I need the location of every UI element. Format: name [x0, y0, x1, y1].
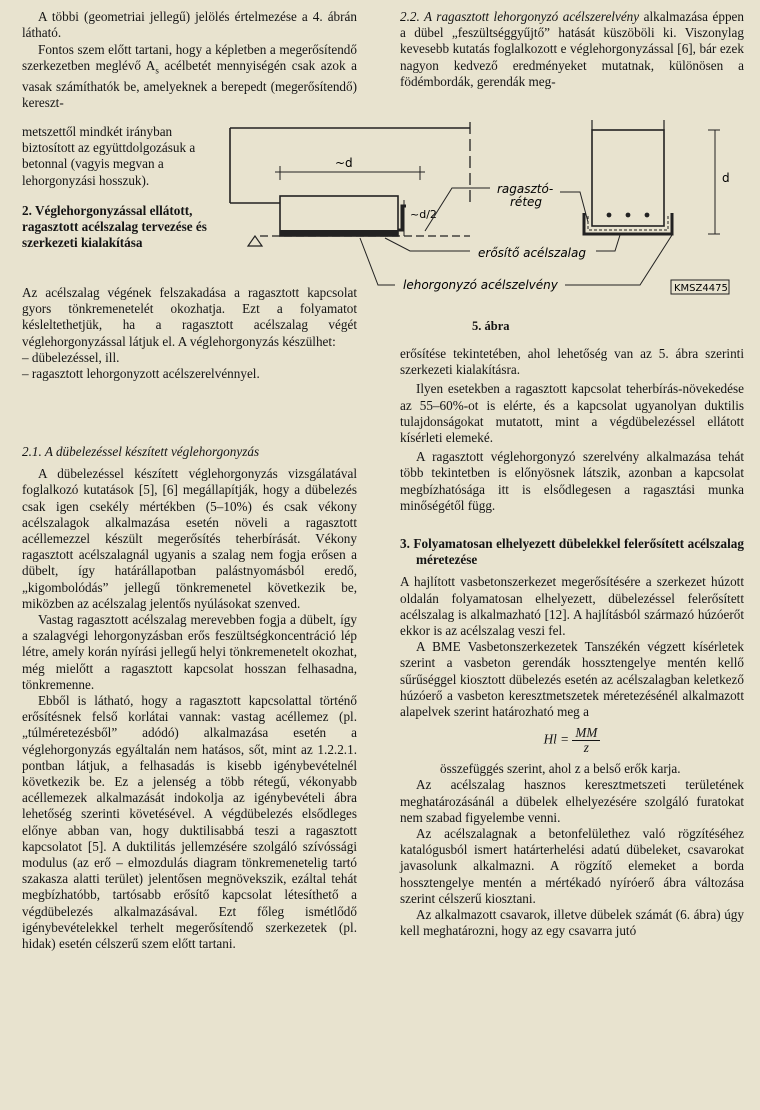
paragraph: összefüggés szerint, ahol z a belső erők karja.: [440, 761, 681, 777]
formula-numerator: MM: [572, 726, 600, 741]
list-item: – dübelezéssel, ill.: [22, 349, 120, 365]
list-item: – ragasztott lehorgonyzott acélszerelvénnyel.: [22, 366, 260, 382]
paragraph-text: alkalmazása éppen a dübel „feszültséggyűjtő” hatását küszöböli ki. Viszonylag kevesebb kutatás foglalkozott e véglehorgonyzással [6], bár ezek nagyon kedvező eredményeket mutatnak, különösen a födémbordák, gerendák meg-: [400, 9, 745, 89]
label-layer: réteg: [510, 195, 543, 209]
left-column-top: [22, 9, 357, 41]
paragraph: Fontos szem előtt tartani, hogy a képletben a megerősítendő szerkezetben meglévő $A_s$ acélbetét mennyiségén csak azok a vasak számíthatók be, amelyeknek a berepedt (megerősítendő) kereszt-: [22, 42, 357, 111]
paragraph: erősítése tekintetében, ahol lehetőség van az 5. ábra szerinti szerkezeti kialakításra.: [400, 346, 744, 378]
right-column-lower: [400, 346, 744, 940]
paragraph: Ilyen esetekben a ragasztott kapcsolat teherbírás-növekedése az 55–60%-ot is elérte, és a kapcsolat ugyanolyan duktilis tulajdonságokat mutatott, mint a végdübelezéssel ellátott kísérleti elemeké.: [400, 381, 744, 446]
subsection-heading: 2.2. A ragasztott lehorgonyzó acélszerelvény: [400, 9, 640, 24]
paragraph-continued: metszettől mindkét irányban biztosított az együttdolgozásuk a betonnal (vagyis megvan a lehorgonyzási hosszuk).: [22, 124, 196, 188]
paragraph: Vastag ragasztott acélszalag merevebben fogja a dübelt, így a szalagvégi lehorgonyzásban erős feszültségkoncentráció lép létre, amely korán nyírási jellegű helyi tönkremenetelt okozhat, még mielőtt a ragasztott kapcsolat hosszan felhasadna, tönkremenne.: [22, 612, 357, 692]
paragraph: [400, 9, 744, 90]
dimension-d-right: d: [722, 171, 730, 185]
paragraph: Az acélszalag hasznos keresztmetszeti területének meghatározásánál a dübelek elhelyezésére szolgáló furatokat nem szabad figyelembe venni.: [400, 777, 744, 825]
paragraph: A hajlított vasbetonszerkezet megerősítésére a szerkezet húzott oldalán folyamatosan elhelyezett, dübelezéssel felerősített acélszalag is alkalmazható [12]. A hajlításból származó húzóerőt ekkor is az acélszalag veszi fel.: [400, 574, 744, 639]
paragraph: A ragasztott véglehorgonyzó szerelvény alkalmazása tehát több tekintetben is előnyösnek látszik, azonban a kapcsolat megbízhatósága itt is elsődlegesen a ragasztási munka minőségétől függ.: [400, 449, 744, 513]
anchoring-list: [22, 350, 357, 382]
section-2: [22, 203, 218, 252]
label-anchor-section: lehorgonyzó acélszelvény: [403, 278, 558, 292]
label-reinforcing-strip: erősítő acélszalag: [478, 246, 586, 260]
paragraph: Az acélszalagnak a betonfelülethez való rögzítéséhez katalógusból ismert határterhelési adatú dübeleket, csavarokat javasolunk alkalmazni. A rögzítő elemeket a borda hossztengelye mentén a mértékadó nyíróerő ábra változása szerint célszerű kiosztani.: [400, 826, 744, 906]
section-heading: 3. Folyamatosan elhelyezett dübelekkel felerősített acélszalag méretezése: [400, 536, 744, 568]
left-column-p2-narrow: [22, 124, 220, 189]
section-2-2: [400, 9, 744, 90]
figure-code: KMSZ4475: [674, 283, 728, 294]
paragraph: Az alkalmazott csavarok, illetve dübelek számát (6. ábra) úgy kell meghatározni, hogy az egy csavarra jutó: [400, 907, 744, 939]
figure-5: [220, 118, 750, 318]
figure-caption: 5. ábra: [472, 319, 510, 333]
paragraph: A dübelezéssel készített véglehorgonyzás vizsgálatával foglalkozó kutatások [5], [6] megállapítják, hogy a dübelezés csak igen csekély mértékben (5–10%) és csak vékony acélszalagok alkalmazása esetén növeli a ragasztott acéllemezzel készült megerősítés teherbírását. Vékony ragasztott acélszalagnál ugyanis a szalag nem fogja erősen a dübelt, így határállapotban palástnyomásból eredő, „kigombolódás” jellegű tönkremenetel következik be, miközben az acélszalag jelentős nyúlásokat szenved.: [22, 466, 357, 611]
section-2-1: [22, 444, 357, 952]
formula-denominator: z: [583, 740, 589, 756]
paragraph: A BME Vasbetonszerkezetek Tanszékén végzett kísérletek szerint a vasbeton gerendák hossztengelye mentén kellő sűrűséggel kiosztott dübelezés esetén az acélszalagban keletkező húzóerő a vasbeton keresztmetszetek méretezésénél alkalmazott alapelvek szerint határozható meg a: [400, 639, 744, 720]
label-adhesive: ragasztó-: [497, 182, 554, 196]
formula: [400, 726, 744, 755]
paragraph: Ebből is látható, hogy a ragasztott kapcsolattal történő erősítésnek felső korlátai vannak: vastag acéllemez (pl. „túlméretezésből” adódó) alkalmazása esetén a véglehorgonyzás egyáltalán nem hatásos, sőt, mint az 1.2.2.1. pontban látjuk, a felhasadás is kisebb igénybevételnél következik be. Ez a jelenség a több rétegű, vékonyabb acéllemezek alkalmazását indokolja az igénybevételi ábra lehetőség szerinti követésével. A végdübelezés elsődleges előnye abban van, hogy duktilisabbá teszi a ragasztott kapcsolatot [5]. A duktilitás jellemzésére szolgáló szívóssági modulus (az erő – elmozdulás diagram tönkremenetelig tartó szakasza alatti terület) jelentősen megnövekszik, ezáltal tehát megbízhatóbb, tartósabb erősítő kapcsolat létesíthető a végdübelezés alkalmazásával. Ezt főleg ismétlődő igénybevételekkel terhelt megerősítendő szerkezetek (pl. hidak) esetén célszerű szem előtt tartani.: [22, 693, 357, 952]
paragraph: A többi (geometriai jellegű) jelölés értelmezése a 4. ábrán látható.: [22, 9, 357, 41]
section-heading: 2. Véglehorgonyzással ellátott, ragasztott acélszalag tervezése és szerkezeti kialakítása: [22, 203, 207, 251]
dimension-d: ~d: [335, 156, 353, 170]
formula-lhs: Hl =: [543, 731, 570, 747]
formula-fraction: [572, 726, 600, 755]
subsection-heading: 2.1. A dübelezéssel készített véglehorgonyzás: [22, 444, 260, 459]
paragraph: Az acélszalag végének felszakadása a ragasztott kapcsolat gyors tönkremenetelét okozhatja. Ezt a folyamatot késleltethetjük, ha a ragasztott acélszalag végét véglehorgonyzással látjuk el. A véglehorgonyzás készülhet:: [22, 285, 357, 349]
left-column-p2-top: [22, 42, 357, 111]
dimension-d-half: ~d/2: [410, 208, 437, 221]
